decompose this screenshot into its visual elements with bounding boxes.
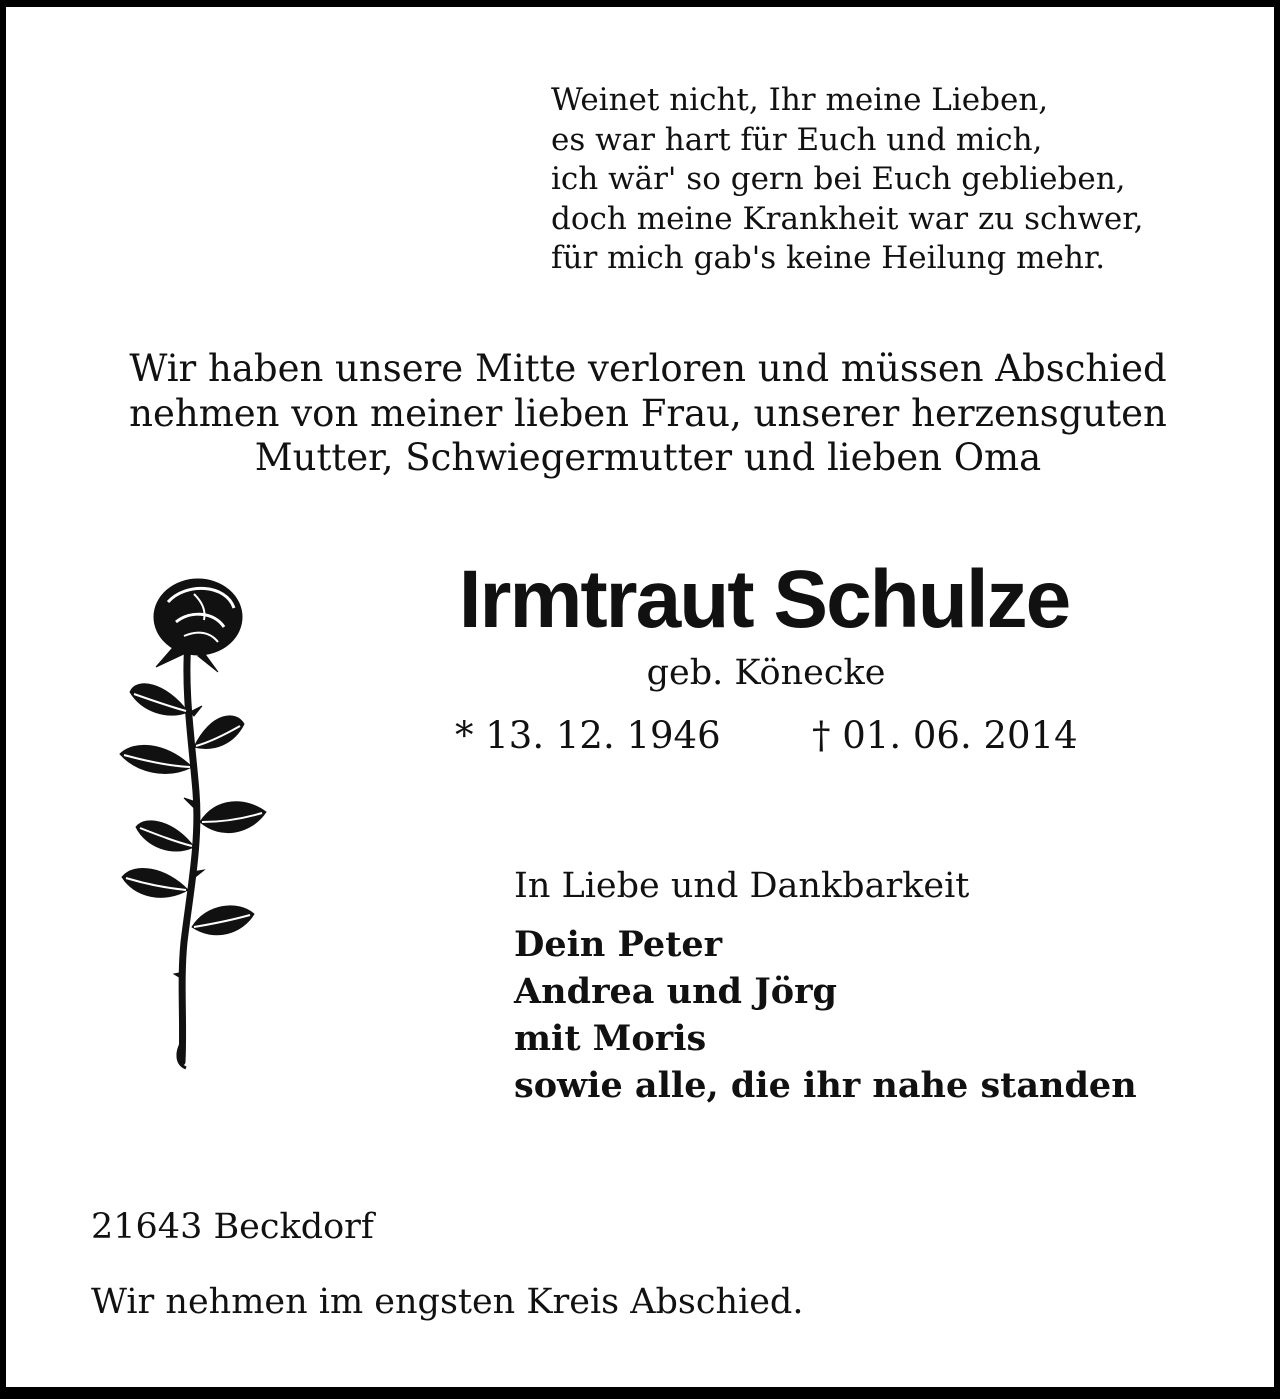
deceased-name: Irmtraut Schulze [458, 554, 1070, 645]
poem-line: doch meine Krankheit war zu schwer, [551, 200, 1144, 237]
thanks-line: In Liebe und Dankbarkeit [514, 866, 970, 906]
intro-line: nehmen von meiner lieben Frau, unserer herzensguten [129, 391, 1167, 435]
death-date: † 01. 06. 2014 [812, 714, 1078, 757]
intro-text [46, 347, 1250, 481]
poem-line: ich wär' so gern bei Euch geblieben, [551, 161, 1126, 197]
closing-note: Wir nehmen im engsten Kreis Abschied. [91, 1282, 804, 1322]
signers [514, 921, 1137, 1109]
signer-line: Dein Peter [514, 924, 723, 965]
place: 21643 Beckdorf [91, 1207, 374, 1247]
poem-line: für mich gab's keine Heilung mehr. [551, 240, 1106, 276]
rose-icon [106, 572, 276, 1077]
intro-line: Wir haben unsere Mitte verloren und müssen Abschied [129, 347, 1167, 390]
maiden-name: geb. Könecke [646, 653, 886, 693]
birth-date: * 13. 12. 1946 [455, 714, 721, 757]
signer-line: sowie alle, die ihr nahe standen [514, 1065, 1137, 1106]
poem [551, 81, 1143, 279]
signer-line: mit Moris [514, 1018, 707, 1059]
poem-line: es war hart für Euch und mich, [551, 121, 1043, 158]
signer-line: Andrea und Jörg [514, 971, 838, 1012]
poem-line: Weinet nicht, Ihr meine Lieben, [551, 82, 1049, 118]
intro-line: Mutter, Schwiegermutter und lieben Oma [254, 436, 1042, 479]
